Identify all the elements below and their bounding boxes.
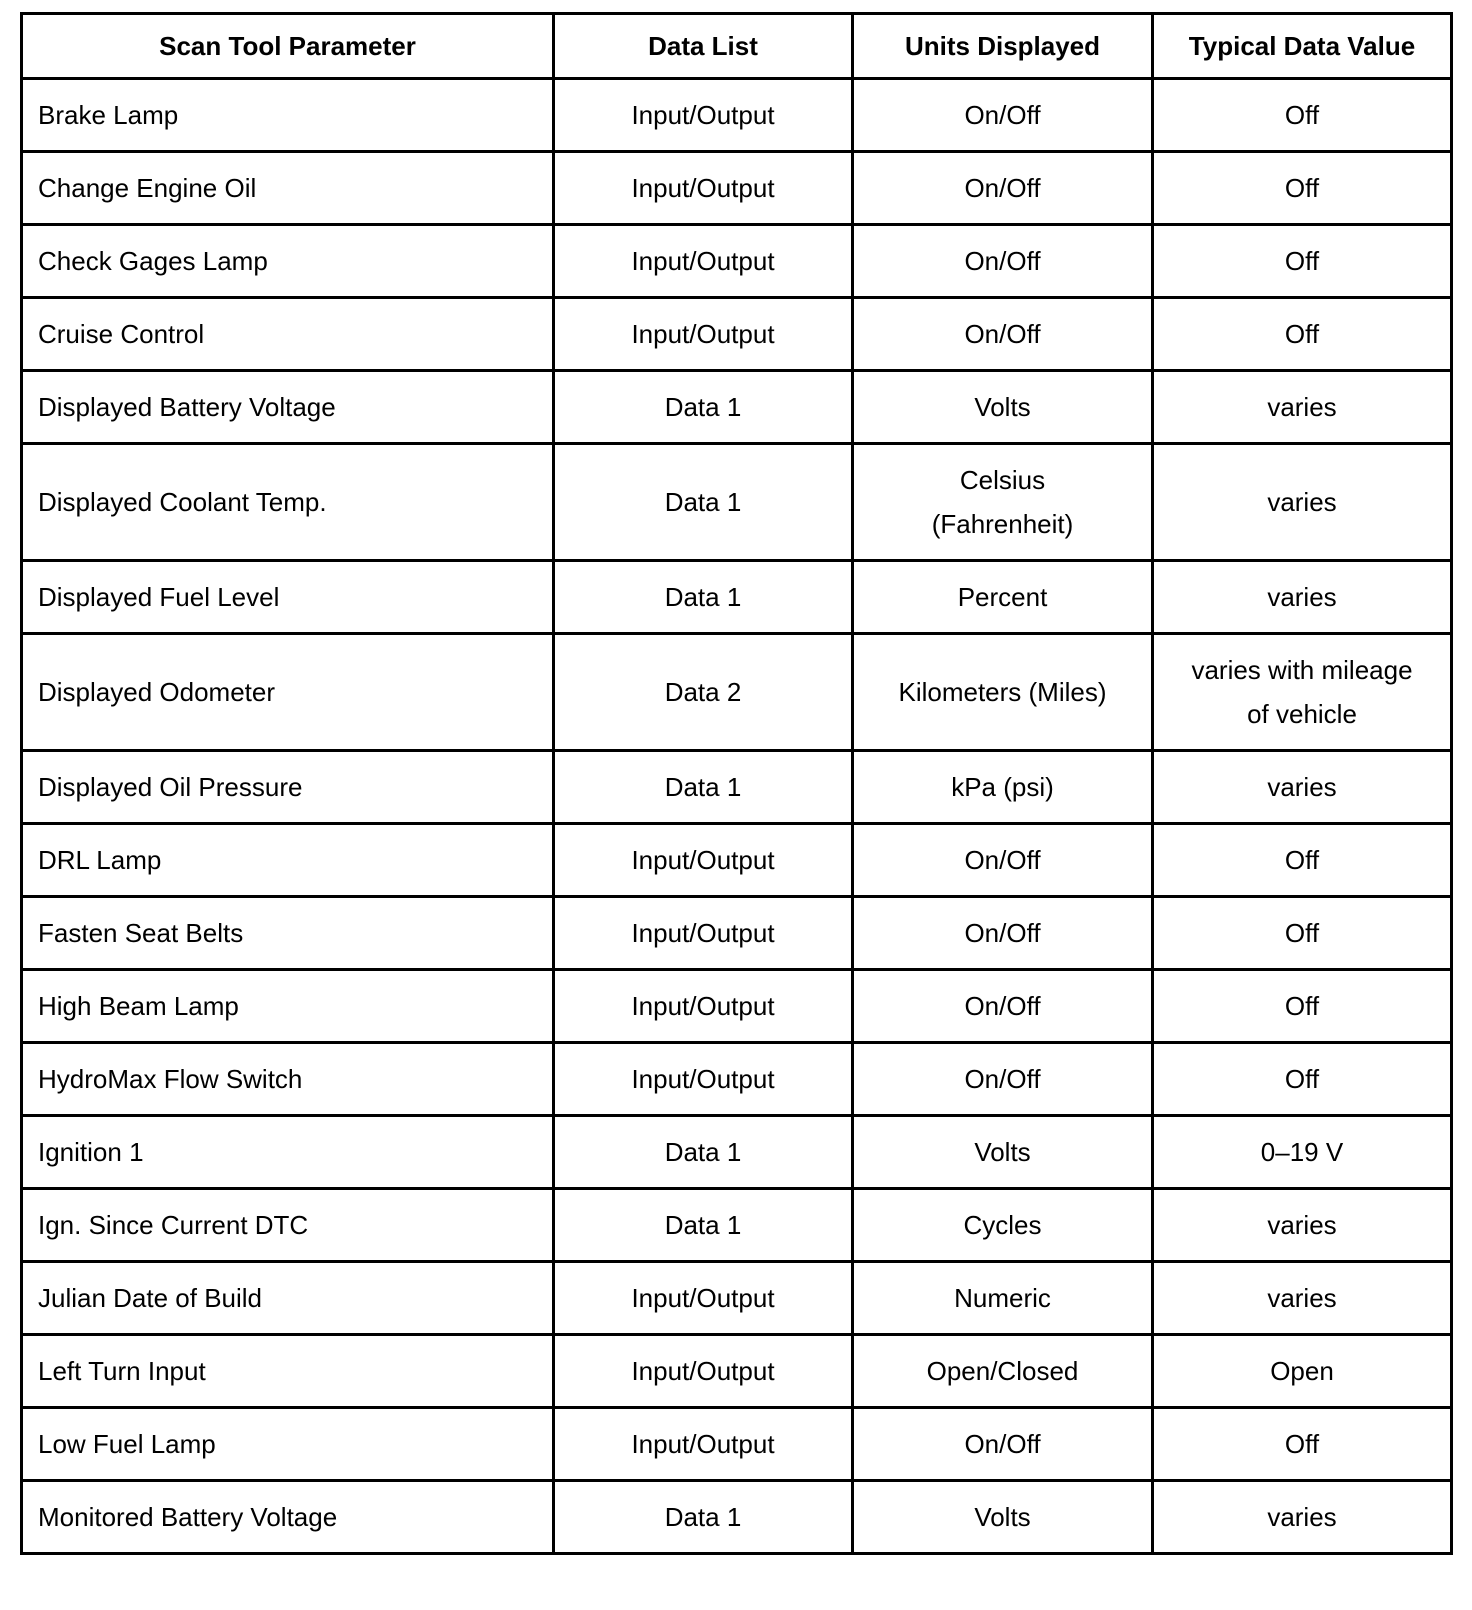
typical-line: of vehicle bbox=[1247, 699, 1357, 729]
cell-typical-value: 0–19 V bbox=[1153, 1116, 1452, 1189]
table-row bbox=[22, 824, 1452, 897]
cell-parameter: Displayed Fuel Level bbox=[22, 561, 554, 634]
table-row bbox=[22, 371, 1452, 444]
table-row bbox=[22, 1043, 1452, 1116]
cell-parameter: HydroMax Flow Switch bbox=[22, 1043, 554, 1116]
cell-typical-value: varies bbox=[1153, 561, 1452, 634]
cell-units: Volts bbox=[853, 1481, 1153, 1554]
header-scan-tool-parameter: Scan Tool Parameter bbox=[22, 14, 554, 79]
cell-typical-value: Off bbox=[1153, 298, 1452, 371]
cell-parameter: Displayed Odometer bbox=[22, 634, 554, 751]
cell-parameter: Julian Date of Build bbox=[22, 1262, 554, 1335]
cell-data-list: Data 1 bbox=[554, 444, 853, 561]
cell-units: On/Off bbox=[853, 824, 1153, 897]
cell-data-list: Data 1 bbox=[554, 1189, 853, 1262]
cell-units: Percent bbox=[853, 561, 1153, 634]
cell-units: kPa (psi) bbox=[853, 751, 1153, 824]
cell-parameter: Low Fuel Lamp bbox=[22, 1408, 554, 1481]
cell-units: Kilometers (Miles) bbox=[853, 634, 1153, 751]
cell-typical-value: Open bbox=[1153, 1335, 1452, 1408]
cell-parameter: Monitored Battery Voltage bbox=[22, 1481, 554, 1554]
cell-data-list: Input/Output bbox=[554, 897, 853, 970]
cell-units: Volts bbox=[853, 371, 1153, 444]
cell-parameter: High Beam Lamp bbox=[22, 970, 554, 1043]
table-row bbox=[22, 225, 1452, 298]
scan-tool-data-table bbox=[20, 12, 1453, 1555]
cell-units: On/Off bbox=[853, 1408, 1153, 1481]
cell-units: On/Off bbox=[853, 79, 1153, 152]
document-page bbox=[20, 12, 1450, 1555]
table-row bbox=[22, 1189, 1452, 1262]
cell-units bbox=[853, 444, 1153, 561]
cell-typical-value: varies bbox=[1153, 751, 1452, 824]
table-row bbox=[22, 444, 1452, 561]
cell-typical-value: varies bbox=[1153, 371, 1452, 444]
cell-data-list: Input/Output bbox=[554, 970, 853, 1043]
cell-data-list: Input/Output bbox=[554, 1043, 853, 1116]
header-units-displayed: Units Displayed bbox=[853, 14, 1153, 79]
cell-parameter: Brake Lamp bbox=[22, 79, 554, 152]
cell-data-list: Input/Output bbox=[554, 824, 853, 897]
table-row bbox=[22, 970, 1452, 1043]
cell-parameter: Ignition 1 bbox=[22, 1116, 554, 1189]
cell-units: On/Off bbox=[853, 152, 1153, 225]
cell-data-list: Input/Output bbox=[554, 1262, 853, 1335]
cell-data-list: Input/Output bbox=[554, 298, 853, 371]
table-row bbox=[22, 634, 1452, 751]
cell-data-list: Input/Output bbox=[554, 152, 853, 225]
cell-parameter: Fasten Seat Belts bbox=[22, 897, 554, 970]
cell-typical-value: varies bbox=[1153, 1481, 1452, 1554]
cell-units: On/Off bbox=[853, 897, 1153, 970]
cell-units: Volts bbox=[853, 1116, 1153, 1189]
header-row bbox=[22, 14, 1452, 79]
table-row bbox=[22, 897, 1452, 970]
units-line: (Fahrenheit) bbox=[931, 509, 1074, 539]
cell-typical-value bbox=[1153, 634, 1452, 751]
cell-typical-value: varies bbox=[1153, 444, 1452, 561]
cell-units: Open/Closed bbox=[853, 1335, 1153, 1408]
table-row bbox=[22, 298, 1452, 371]
cell-data-list: Data 1 bbox=[554, 1116, 853, 1189]
cell-typical-value: Off bbox=[1153, 225, 1452, 298]
cell-parameter: Left Turn Input bbox=[22, 1335, 554, 1408]
cell-parameter: Displayed Battery Voltage bbox=[22, 371, 554, 444]
cell-data-list: Data 1 bbox=[554, 751, 853, 824]
cell-data-list: Input/Output bbox=[554, 79, 853, 152]
table-row bbox=[22, 79, 1452, 152]
cell-typical-value: Off bbox=[1153, 824, 1452, 897]
cell-parameter: Cruise Control bbox=[22, 298, 554, 371]
cell-data-list: Data 1 bbox=[554, 371, 853, 444]
cell-data-list: Input/Output bbox=[554, 1408, 853, 1481]
cell-typical-value: Off bbox=[1153, 1043, 1452, 1116]
cell-typical-value: Off bbox=[1153, 1408, 1452, 1481]
table-header bbox=[22, 14, 1452, 79]
cell-data-list: Data 1 bbox=[554, 561, 853, 634]
table-row bbox=[22, 751, 1452, 824]
cell-parameter: Displayed Coolant Temp. bbox=[22, 444, 554, 561]
table-row bbox=[22, 152, 1452, 225]
table-row bbox=[22, 1335, 1452, 1408]
cell-parameter: Displayed Oil Pressure bbox=[22, 751, 554, 824]
cell-typical-value: varies bbox=[1153, 1262, 1452, 1335]
table-row bbox=[22, 1408, 1452, 1481]
typical-line: varies with mileage bbox=[1191, 655, 1413, 685]
cell-units: On/Off bbox=[853, 298, 1153, 371]
table-row bbox=[22, 561, 1452, 634]
cell-typical-value: Off bbox=[1153, 79, 1452, 152]
cell-parameter: Ign. Since Current DTC bbox=[22, 1189, 554, 1262]
cell-units: On/Off bbox=[853, 970, 1153, 1043]
cell-units: On/Off bbox=[853, 225, 1153, 298]
cell-data-list: Input/Output bbox=[554, 1335, 853, 1408]
table-row bbox=[22, 1481, 1452, 1554]
table-body bbox=[22, 79, 1452, 1554]
cell-parameter: Check Gages Lamp bbox=[22, 225, 554, 298]
cell-data-list: Data 1 bbox=[554, 1481, 853, 1554]
cell-parameter: DRL Lamp bbox=[22, 824, 554, 897]
cell-data-list: Input/Output bbox=[554, 225, 853, 298]
header-typical-data-value: Typical Data Value bbox=[1153, 14, 1452, 79]
table-row bbox=[22, 1116, 1452, 1189]
header-data-list: Data List bbox=[554, 14, 853, 79]
cell-units: Cycles bbox=[853, 1189, 1153, 1262]
cell-typical-value: Off bbox=[1153, 897, 1452, 970]
cell-units: Numeric bbox=[853, 1262, 1153, 1335]
cell-typical-value: Off bbox=[1153, 152, 1452, 225]
units-line: Celsius bbox=[959, 465, 1046, 495]
cell-typical-value: Off bbox=[1153, 970, 1452, 1043]
cell-units: On/Off bbox=[853, 1043, 1153, 1116]
cell-typical-value: varies bbox=[1153, 1189, 1452, 1262]
cell-parameter: Change Engine Oil bbox=[22, 152, 554, 225]
table-row bbox=[22, 1262, 1452, 1335]
cell-data-list: Data 2 bbox=[554, 634, 853, 751]
